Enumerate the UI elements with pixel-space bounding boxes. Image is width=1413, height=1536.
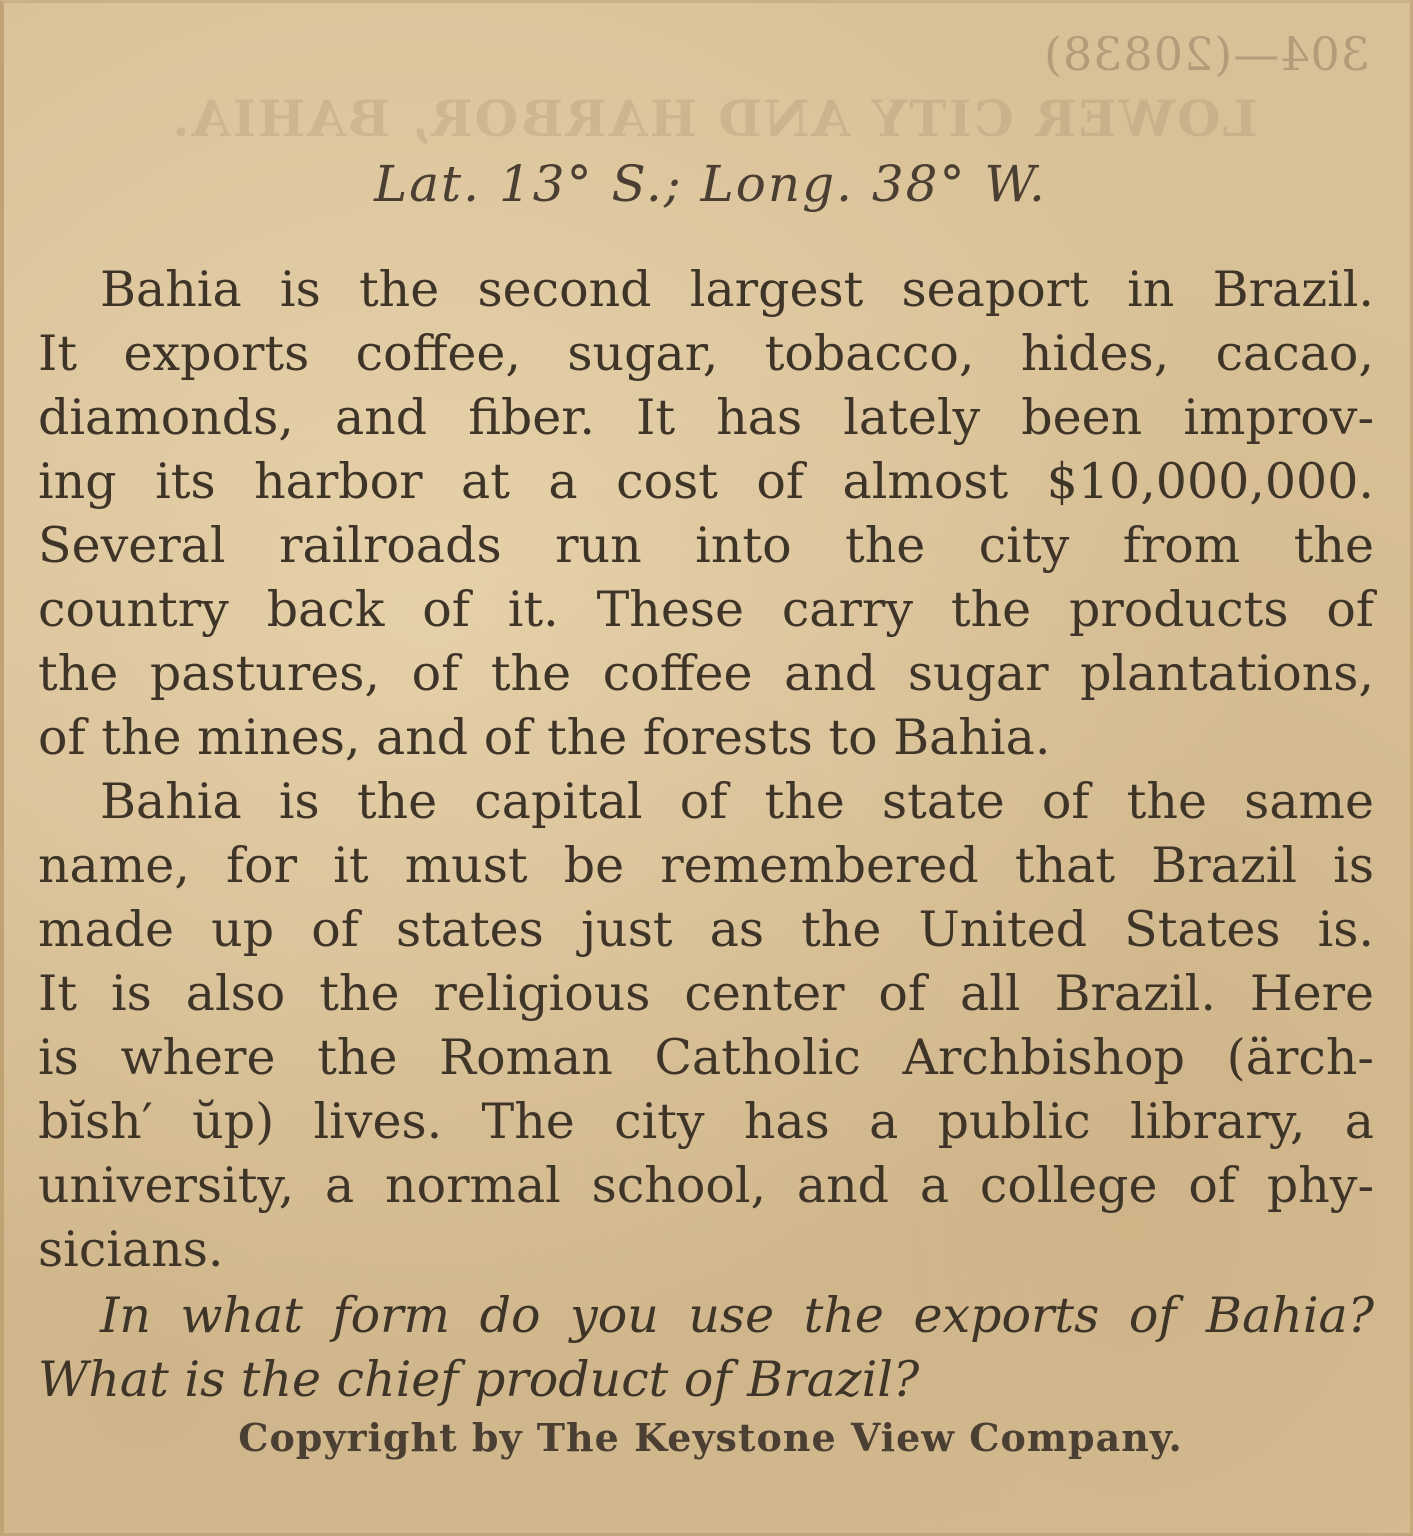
paragraph-1-line-4: ing its harbor at a cost of almost $10,000,000. [38,453,1374,510]
coordinates-heading: Lat. 13° S.; Long. 38° W. [374,155,1047,213]
paragraph-1-line-3: diamonds, and fiber. It has lately been improv- [38,389,1374,446]
question-1: In what form do you use the exports of Bahia? [100,1287,1374,1344]
paragraph-2-line-4: It is also the religious center of all Brazil. Here [38,965,1374,1022]
paragraph-2-line-2: name, for it must be remembered that Brazil is [38,837,1374,894]
paragraph-1-line-5: Several railroads run into the city from the [38,517,1374,574]
paragraph-2-line-8: sicians. [38,1221,224,1278]
paragraph-2-line-3: made up of states just as the United States is. [38,901,1374,958]
paragraph-2-line-5: is where the Roman Catholic Archbishop (ärch- [38,1029,1374,1086]
paragraph-2-line-6: bĭsh′ ŭp) lives. The city has a public library, a [38,1093,1374,1150]
paragraph-1-line-1: Bahia is the second largest seaport in Brazil. [100,261,1374,318]
mirrored-card-number: 304—(20838) [1042,27,1370,81]
mirrored-title-bleedthrough: LOWER CITY AND HARBOR, BAHIA. [170,89,1258,148]
paragraph-1-line-2: It exports coffee, sugar, tobacco, hides, cacao, [38,325,1374,382]
paragraph-2-line-1: Bahia is the capital of the state of the same [100,773,1374,830]
paragraph-1-line-7: the pastures, of the coffee and sugar plantations, [38,645,1374,702]
paragraph-2-line-7: university, a normal school, and a college of phy- [38,1157,1374,1214]
paragraph-1-line-8: of the mines, and of the forests to Bahia. [38,709,1051,766]
paragraph-1-line-6: country back of it. These carry the products of [38,581,1374,638]
copyright-line: Copyright by The Keystone View Company. [238,1415,1183,1460]
question-2: What is the chief product of Brazil? [38,1351,920,1408]
